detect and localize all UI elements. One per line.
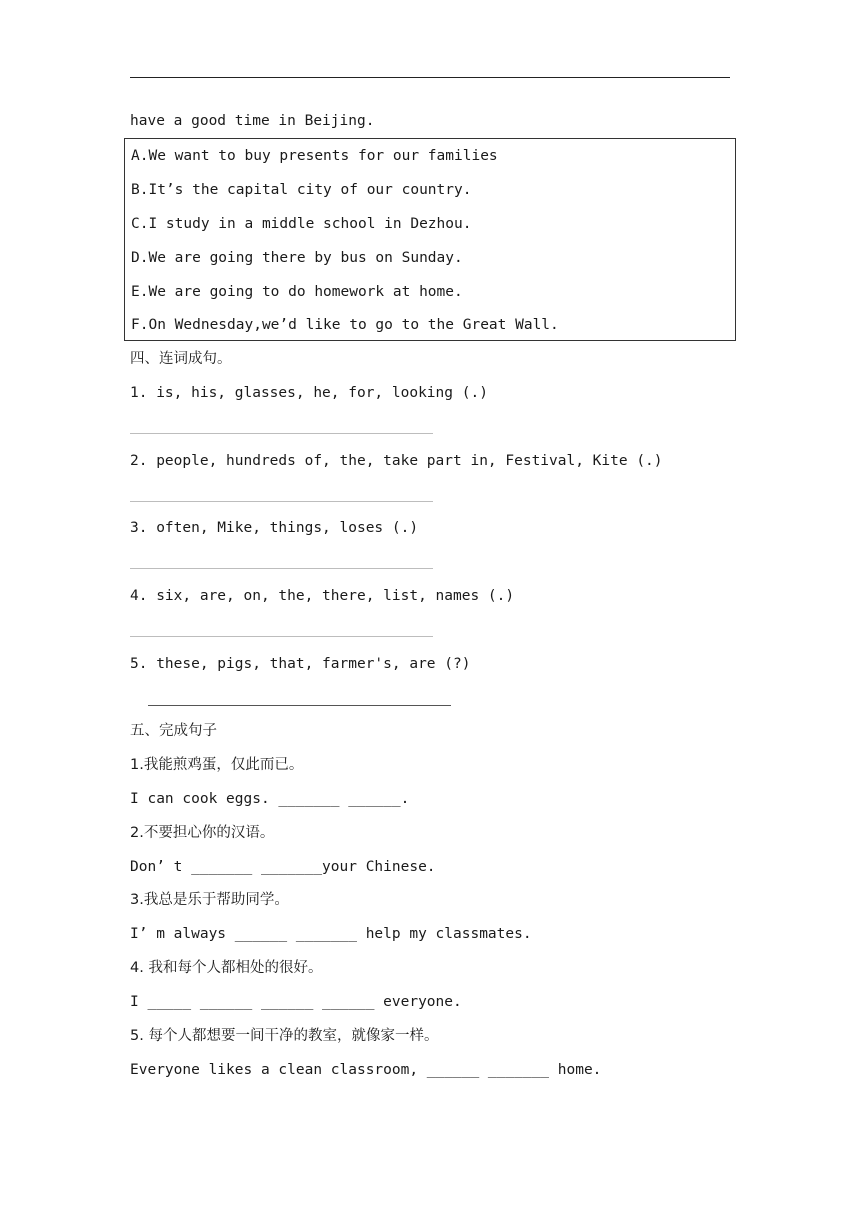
option-d: D.We are going there by bus on Sunday.: [131, 250, 463, 266]
option-e: E.We are going to do homework at home.: [131, 284, 463, 300]
section5-item-2-cn: 2.不要担心你的汉语。: [130, 825, 275, 841]
section4-item-2: 2. people, hundreds of, the, take part in, Festival, Kite (.): [130, 453, 663, 469]
answer-line-2[interactable]: [130, 501, 433, 502]
option-a: A.We want to buy presents for our families: [131, 148, 498, 164]
section5-item-2-en: Don’ t _______ _______your Chinese.: [130, 859, 436, 875]
answer-line-5[interactable]: [148, 705, 451, 706]
section5-item-1-en: I can cook eggs. _______ ______.: [130, 791, 410, 807]
section5-item-3-en: I’ m always ______ _______ help my classmates.: [130, 926, 532, 942]
section4-title: 四、连词成句。: [130, 351, 232, 367]
answer-line-1[interactable]: [130, 433, 433, 434]
option-b: B.It’s the capital city of our country.: [131, 182, 472, 198]
section5-item-5-en: Everyone likes a clean classroom, ______ _______ home.: [130, 1062, 602, 1078]
section5-title: 五、完成句子: [130, 723, 217, 739]
section4-item-1: 1. is, his, glasses, he, for, looking (.): [130, 385, 488, 401]
answer-line-3[interactable]: [130, 568, 433, 569]
option-c: C.I study in a middle school in Dezhou.: [131, 216, 472, 232]
option-f: F.On Wednesday,we’d like to go to the Great Wall.: [131, 317, 559, 333]
section4-item-5: 5. these, pigs, that, farmer's, are (?): [130, 656, 471, 672]
intro-tail-text: have a good time in Beijing.: [130, 113, 375, 129]
section4-item-3: 3. often, Mike, things, loses (.): [130, 520, 419, 536]
section5-item-1-cn: 1.我能煎鸡蛋，仅此而已。: [130, 757, 304, 773]
answer-line-4[interactable]: [130, 636, 433, 637]
options-box: [124, 138, 736, 341]
section5-item-3-cn: 3.我总是乐于帮助同学。: [130, 892, 289, 908]
header-rule: [130, 77, 730, 78]
section5-item-4-cn: 4. 我和每个人都相处的很好。: [130, 960, 323, 976]
section5-item-5-cn: 5. 每个人都想要一间干净的教室，就像家一样。: [130, 1028, 439, 1044]
section5-item-4-en: I _____ ______ ______ ______ everyone.: [130, 994, 462, 1010]
section4-item-4: 4. six, are, on, the, there, list, names (.): [130, 588, 515, 604]
